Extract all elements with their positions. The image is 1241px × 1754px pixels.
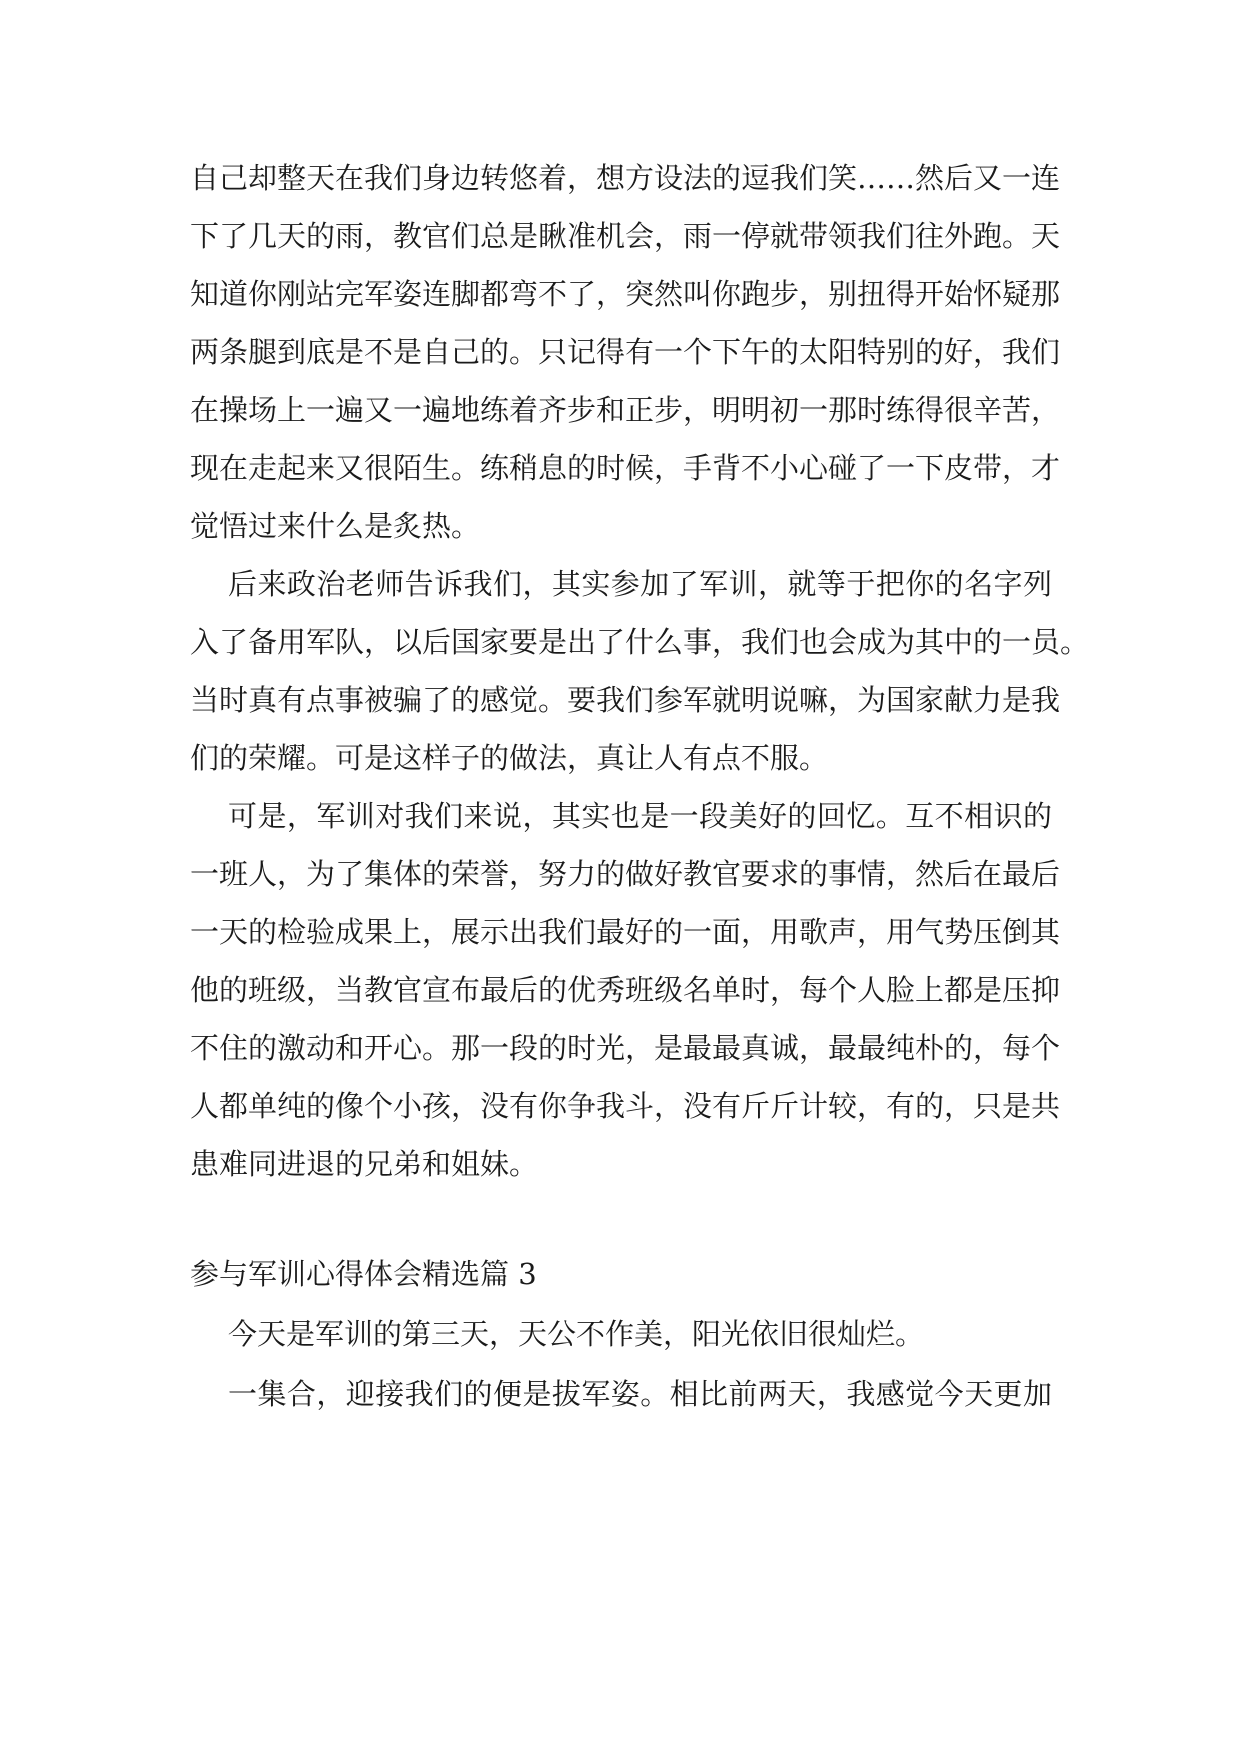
text-line: 一天的检验成果上，展示出我们最好的一面，用歌声，用气势压倒其 bbox=[190, 915, 1061, 949]
section-heading: 参与军训心得体会精选篇 3 bbox=[190, 1257, 537, 1291]
text-line: 患难同进退的兄弟和姐妹。 bbox=[190, 1147, 539, 1181]
text-line: 一集合，迎接我们的便是拔军姿。相比前两天，我感觉今天更加 bbox=[228, 1377, 1052, 1411]
text-line: 人都单纯的像个小孩，没有你争我斗，没有斤斤计较，有的，只是共 bbox=[190, 1089, 1061, 1123]
text-line: 可是，军训对我们来说，其实也是一段美好的回忆。互不相识的 bbox=[228, 799, 1052, 833]
text-line: 在操场上一遍又一遍地练着齐步和正步，明明初一那时练得很辛苦， bbox=[190, 393, 1061, 427]
text-line: 后来政治老师告诉我们，其实参加了军训，就等于把你的名字列 bbox=[228, 567, 1052, 601]
text-line: 自己却整天在我们身边转悠着，想方设法的逗我们笑……然后又一连 bbox=[190, 161, 1061, 195]
text-line: 们的荣耀。可是这样子的做法，真让人有点不服。 bbox=[190, 741, 829, 775]
text-line: 两条腿到底是不是自己的。只记得有一个下午的太阳特别的好，我们 bbox=[190, 335, 1061, 369]
text-line: 不住的激动和开心。那一段的时光，是最最真诚，最最纯朴的，每个 bbox=[190, 1031, 1061, 1065]
text-line: 下了几天的雨，教官们总是瞅准机会，雨一停就带领我们往外跑。天 bbox=[190, 219, 1061, 253]
text-line: 知道你刚站完军姿连脚都弯不了，突然叫你跑步，别扭得开始怀疑那 bbox=[190, 277, 1061, 311]
text-line: 一班人，为了集体的荣誉，努力的做好教官要求的事情，然后在最后 bbox=[190, 857, 1061, 891]
text-line: 入了备用军队，以后国家要是出了什么事，我们也会成为其中的一员。 bbox=[190, 625, 1090, 659]
text-line: 他的班级，当教官宣布最后的优秀班级名单时，每个人脸上都是压抑 bbox=[190, 973, 1061, 1007]
text-line: 今天是军训的第三天，天公不作美，阳光依旧很灿烂。 bbox=[228, 1317, 925, 1351]
text-line: 觉悟过来什么是炙热。 bbox=[190, 509, 481, 543]
text-line: 当时真有点事被骗了的感觉。要我们参军就明说嘛，为国家献力是我 bbox=[190, 683, 1061, 717]
text-line: 现在走起来又很陌生。练稍息的时候，手背不小心碰了一下皮带，才 bbox=[190, 451, 1061, 485]
